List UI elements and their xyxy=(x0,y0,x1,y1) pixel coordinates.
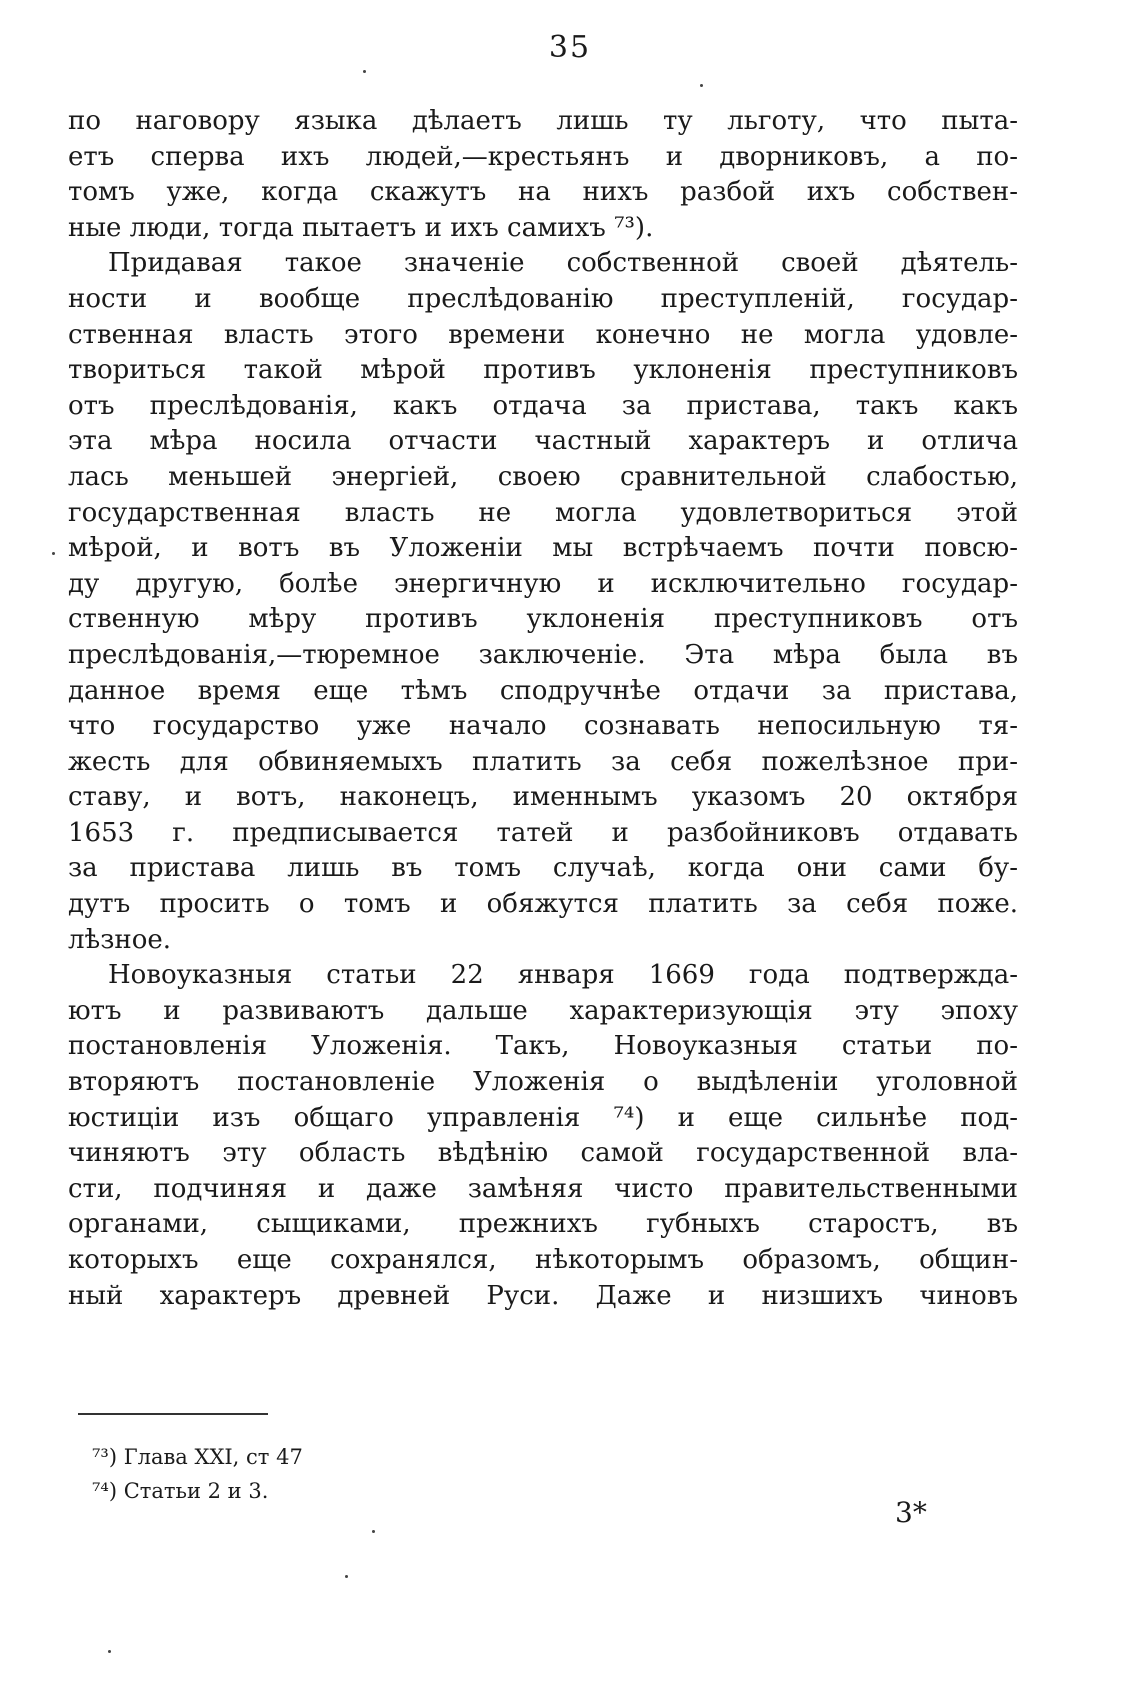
print-speck xyxy=(372,1530,375,1533)
text-line: ютъ и развиваютъ дальше характеризующія эту эпоху xyxy=(68,995,1018,1026)
text-line: преслѣдованія,—тюремное заключеніе. Эта мѣра была въ xyxy=(68,639,1018,670)
text-line: за пристава лишь въ томъ случаѣ, когда они сами бу- xyxy=(68,853,1018,884)
text-line: ду другую, болѣе энергичную и исключительно государ- xyxy=(68,568,1018,599)
text-line: етъ сперва ихъ людей,—крестьянъ и дворниковъ, а по- xyxy=(68,141,1018,172)
text-line: которыхъ еще сохранялся, нѣкоторымъ образомъ, общин- xyxy=(68,1245,1018,1275)
signature-mark: 3* xyxy=(895,1496,927,1529)
footnote-divider xyxy=(78,1413,268,1415)
text-line: 1653 г. предписывается татей и разбойниковъ отдавать xyxy=(68,817,1018,848)
text-line: государственная власть не могла удовлетвориться этой xyxy=(68,497,1018,528)
text-line: по наговору языка дѣлаетъ лишь ту льготу, что пыта- xyxy=(68,106,1018,136)
text-line: юстиціи изъ общаго управленія ⁷⁴) и еще сильнѣе под- xyxy=(68,1102,1018,1133)
text-line: мѣрой, и вотъ въ Уложеніи мы встрѣчаемъ почти повсю- xyxy=(68,533,1018,564)
text-line: ный характеръ древней Руси. Даже и низшихъ чиновъ xyxy=(68,1280,1018,1311)
text-line: ственную мѣру противъ уклоненія преступниковъ отъ xyxy=(68,604,1018,635)
paragraph-start-line: Придавая такое значеніе собственной своей дѣятель- xyxy=(108,248,1018,279)
text-line: данное время еще тѣмъ сподручнѣе отдачи за пристава, xyxy=(68,675,1018,706)
page-number: 35 xyxy=(548,30,592,65)
text-line: сти, подчиняя и даже замѣняя чисто правительственными xyxy=(68,1173,1018,1204)
text-line: твориться такой мѣрой противъ уклоненія преступниковъ xyxy=(68,355,1018,386)
footnotes xyxy=(92,1440,303,1508)
text-line: чиняютъ эту область вѣдѣнію самой государственной вла- xyxy=(68,1138,1018,1169)
text-line: отъ преслѣдованія, какъ отдача за пристава, такъ какъ xyxy=(68,390,1018,421)
footnote-74: ⁷⁴) Статьи 2 и 3. xyxy=(92,1479,269,1503)
text-line: постановленія Уложенія. Такъ, Новоуказныя статьи по- xyxy=(68,1031,1018,1062)
text-line: ственная власть этого времени конечно не могла удовле- xyxy=(68,319,1018,350)
text-line: жесть для обвиняемыхъ платить за себя пожелѣзное при- xyxy=(68,746,1018,777)
print-speck xyxy=(700,84,703,87)
paragraph-start-line: Новоуказныя статьи 22 января 1669 года подтвержда- xyxy=(108,960,1018,991)
text-line: ставу, и вотъ, наконецъ, именнымъ указомъ 20 октября xyxy=(68,782,1018,813)
text-line: лась меньшей энергіей, своею сравнительной слабостью, xyxy=(68,461,1018,492)
print-speck xyxy=(363,70,366,73)
text-line: органами, сыщиками, прежнихъ губныхъ старостъ, въ xyxy=(68,1209,1018,1240)
body-text xyxy=(68,104,1018,1314)
footnote-73: ⁷³) Глава XXI, ст 47 xyxy=(92,1445,303,1469)
print-speck xyxy=(345,1575,348,1578)
text-line: лѣзное. xyxy=(68,924,172,955)
text-line: вторяютъ постановленіе Уложенія о выдѣленіи уголовной xyxy=(68,1067,1018,1098)
text-line: томъ уже, когда скажутъ на нихъ разбой ихъ собствен- xyxy=(68,177,1018,208)
print-speck xyxy=(108,1650,111,1653)
text-line: ные люди, тогда пытаетъ и ихъ самихъ ⁷³). xyxy=(68,212,654,243)
text-line: что государство уже начало сознавать непосильную тя- xyxy=(68,711,1018,742)
print-speck xyxy=(52,552,55,555)
text-line: эта мѣра носила отчасти частный характеръ и отлича xyxy=(68,426,1018,457)
text-line: дутъ просить о томъ и обяжутся платить за себя поже. xyxy=(68,889,1018,920)
text-line: ности и вообще преслѣдованію преступленій, государ- xyxy=(68,283,1018,314)
